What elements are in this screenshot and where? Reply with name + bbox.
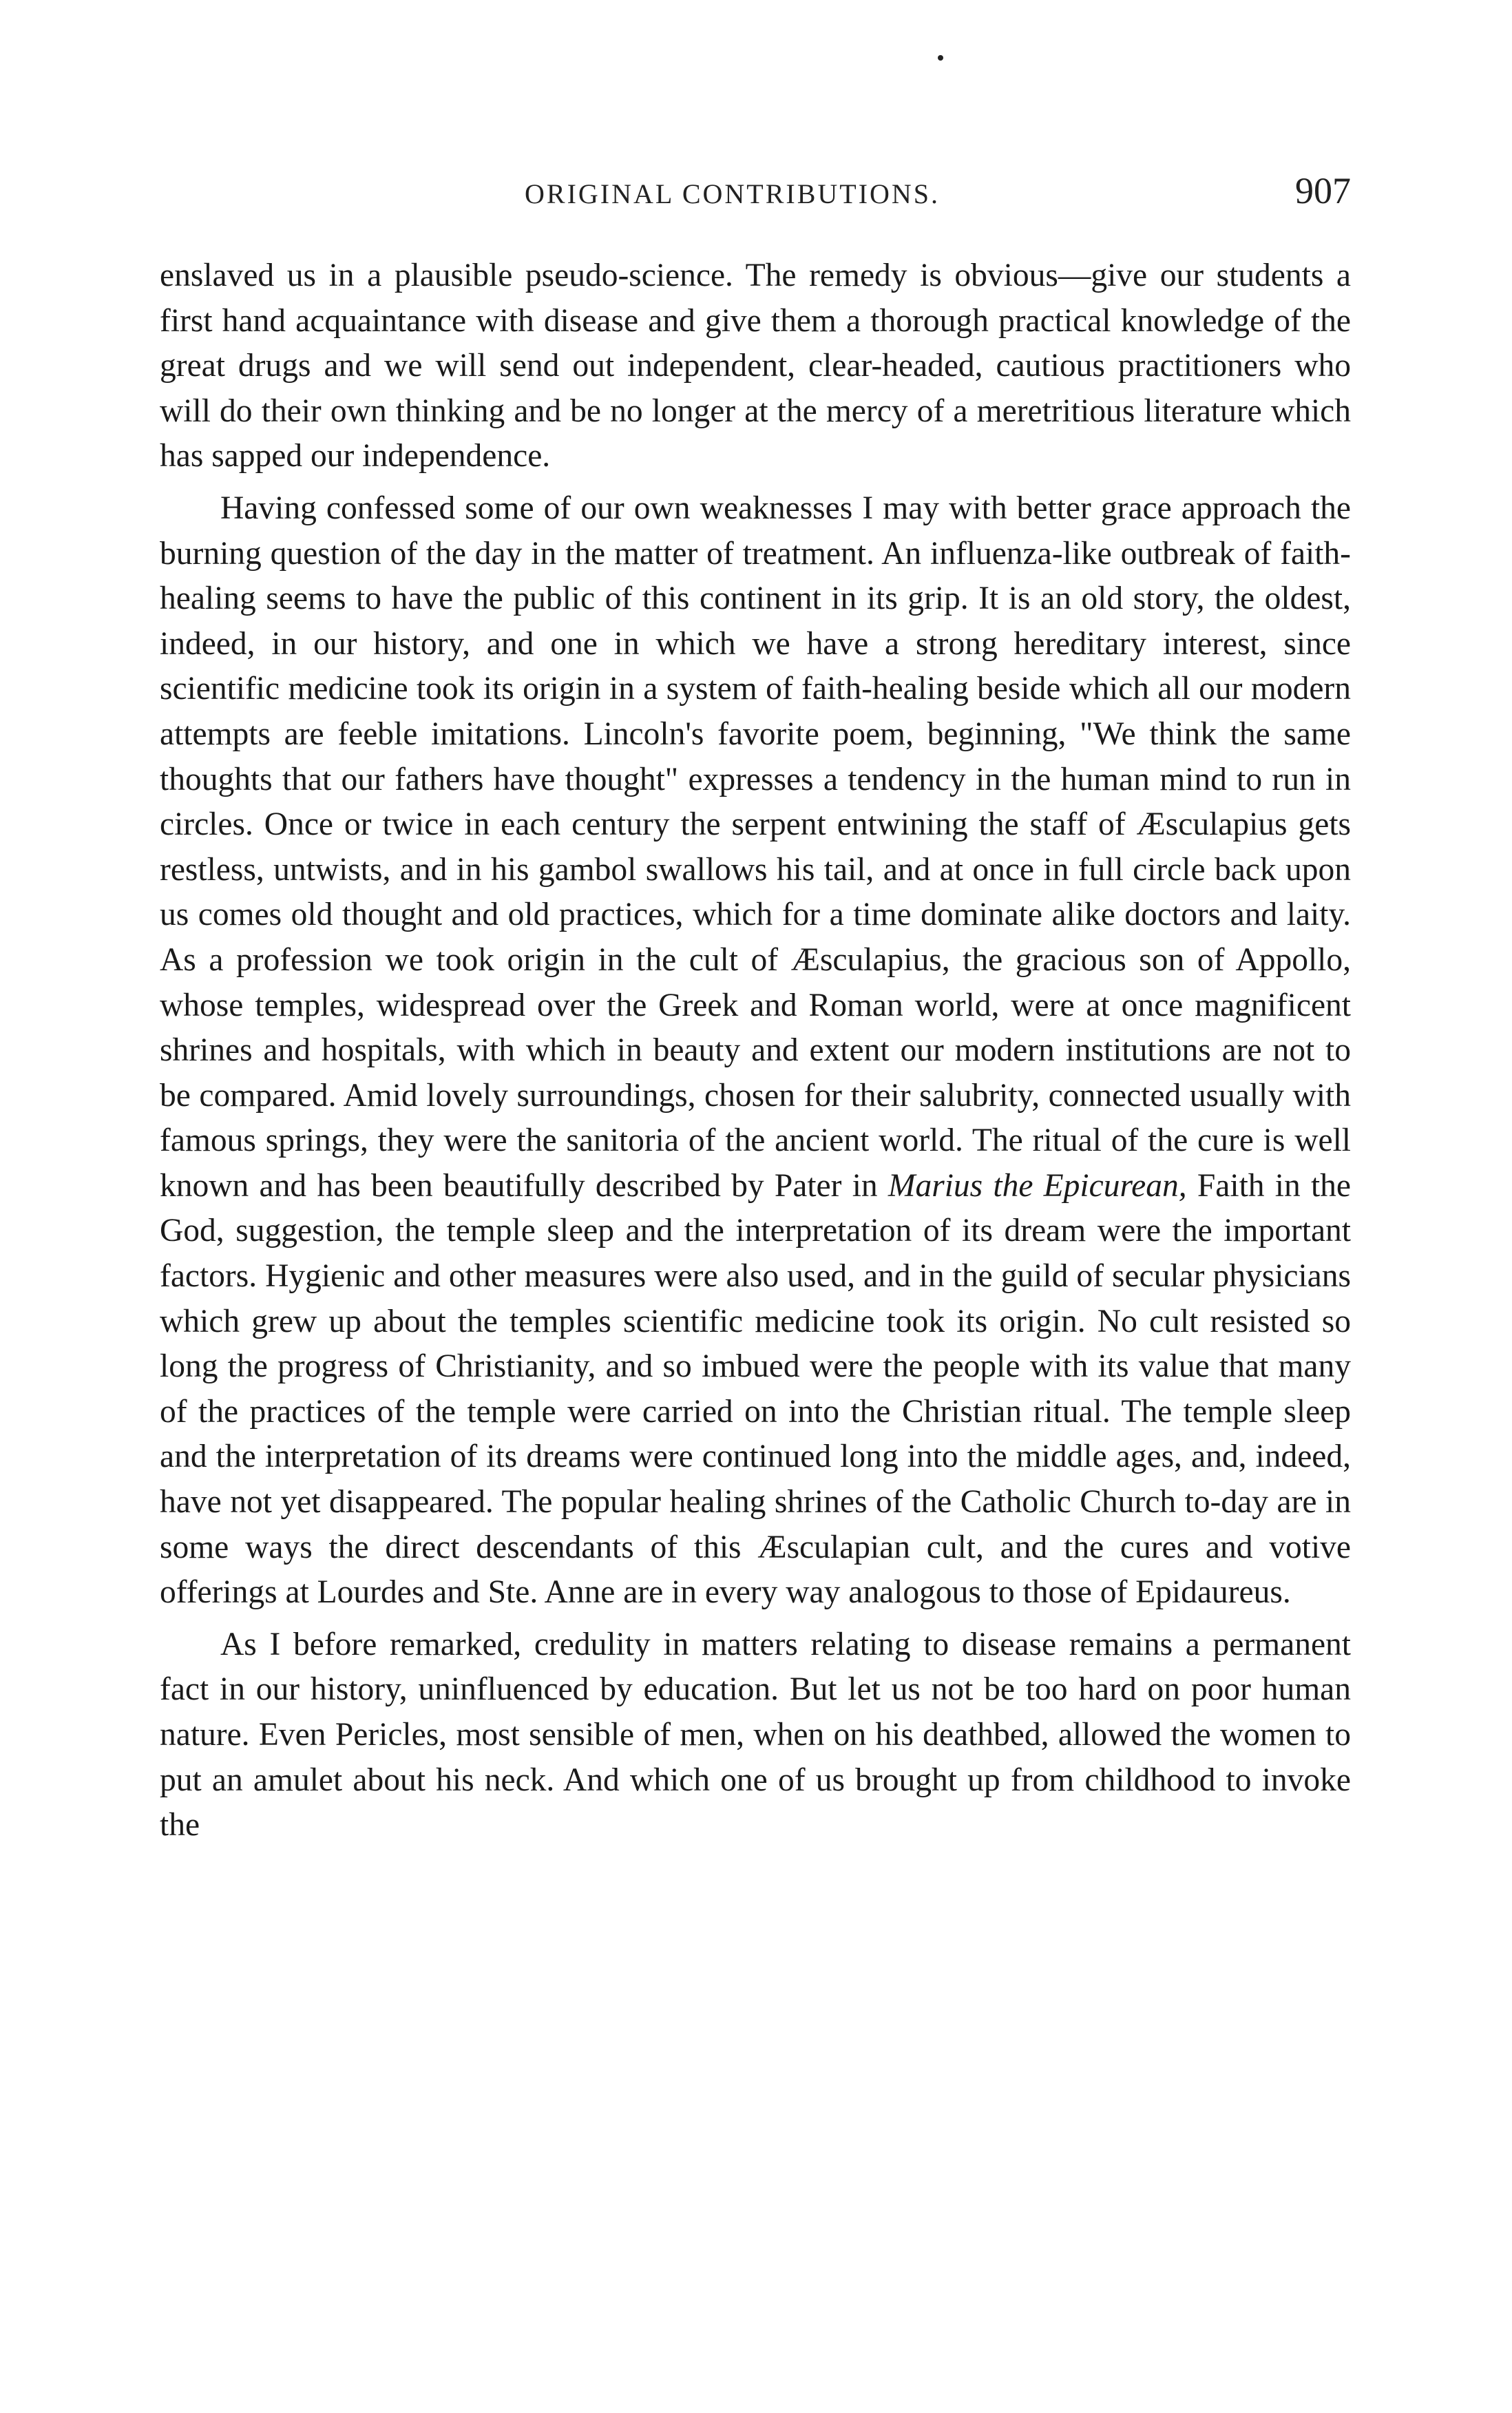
paragraph-credulity: As I before remarked, credulity in matters relating to disease remains a permanent fact in our history, uninfluenced by education. But let us not be too hard on poor human nature. Even Pericles, most sensible of men, when on his deathbed, allowed the women to put an amulet about his neck. And which one of us brought up from childhood to invoke the — [160, 1626, 1351, 1843]
paragraph-faith-healing — [160, 486, 1351, 1616]
ink-speck — [938, 55, 943, 61]
running-head — [160, 165, 1351, 220]
paragraph-continuation: enslaved us in a plausible pseudo-science. The remedy is obvious—give our students a first hand acquaintance with disease and give them a thorough practical knowledge of the great drugs and we will send out independent, clear-headed, cautious practitioners who will do their own thinking and be no longer at the mercy of a meretritious literature which has sapped our independence. — [160, 258, 1351, 474]
book-title: Marius the Epicurean, — [888, 1167, 1187, 1204]
running-title: ORIGINAL CONTRIBUTIONS. — [525, 178, 941, 209]
paragraph-text: Faith in the God, suggestion, the temple sleep and the interpretation of its dream were the important factors. Hygienic and other measures were also used, and in the guild of secular physicians which grew up about the temples scientific medicine took its origin. No cult resisted so long the progress of Christianity, and so imbued were the people with its value that many of the practices of the temple were carried on into the Christian ritual. The temple sleep and the interpretation of its dreams were continued long into the middle ages, and, indeed, have not yet disappeared. The popular healing shrines of the Catholic Church to-day are in some ways the direct descendants of this Æsculapian cult, and the cures and votive offerings at Lourdes and Ste. Anne are in every way analogous to those of Epidaureus. — [160, 1167, 1352, 1611]
body-text — [160, 253, 1351, 1848]
paragraph-text: Having confessed some of our own weaknesses I may with better grace approach the burning question of the day in the matter of treatment. An influenza-like outbreak of faith-healing seems to have the public of this continent in its grip. It is an old story, the oldest, indeed, in our history, and one in which we have a strong hereditary interest, since scientific medicine took its origin in a system of faith-healing beside which all our modern attempts are feeble imitations. Lincoln's favorite poem, beginning, "We think the same thoughts that our fathers have thought" expresses a tendency in the human mind to run in circles. Once or twice in each century the serpent entwining the staff of Æsculapius gets restless, untwists, and in his gambol swallows his tail, and at once in full circle back upon us comes old thought and old practices, which for a time dominate alike doctors and laity. As a profession we took origin in the cult of Æsculapius, the gracious son of Appollo, whose temples, widespread over the Greek and Roman world, were at once magnificent shrines and hospitals, with which in beauty and extent our modern institutions are not to be compared. Amid lovely surroundings, chosen for their salubrity, connected usually with famous springs, they were the sanitoria of the ancient world. The ritual of the cure is well known and has been beautifully described by Pater in — [160, 490, 1351, 1204]
page-number: 907 — [1295, 170, 1351, 211]
